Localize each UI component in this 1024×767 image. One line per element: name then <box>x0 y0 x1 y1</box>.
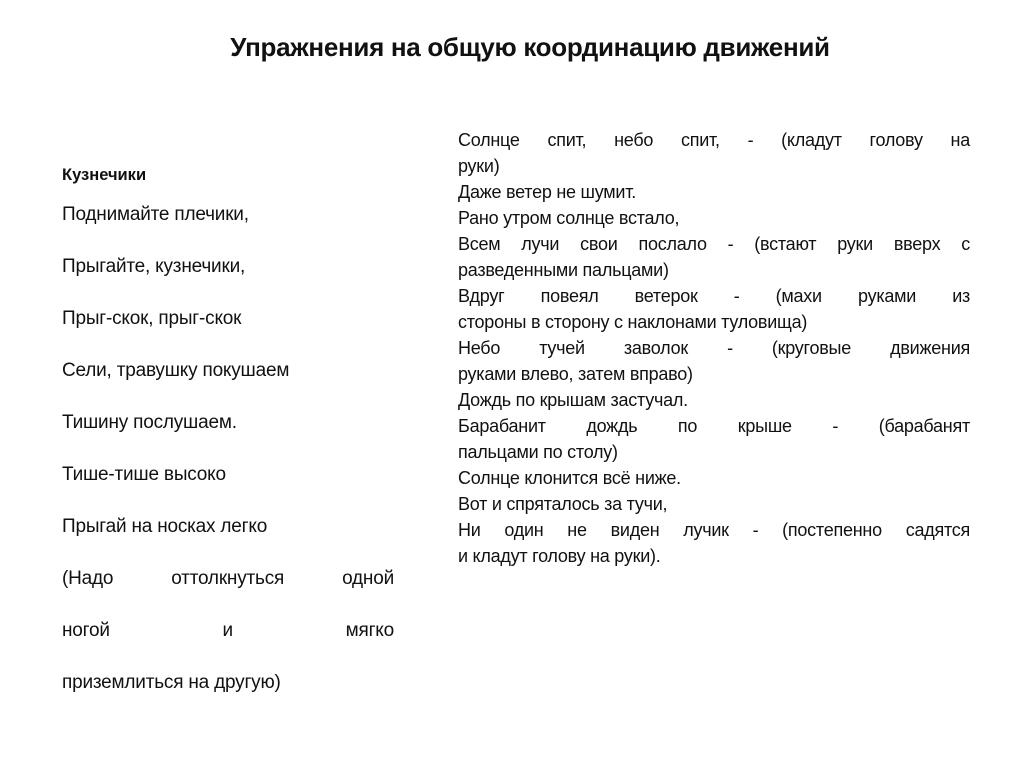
poem-heading: Кузнечики <box>62 166 147 184</box>
text-line: приземлиться на другую) <box>62 672 281 693</box>
text-line: и кладут голову на руки). <box>458 546 661 566</box>
text-line: Рано утром солнце встало, <box>458 208 680 228</box>
text-line: Солнце спит, небо спит, - (кладут голову на <box>458 130 970 150</box>
text-line: Прыг-скок, прыг-скок <box>62 308 242 329</box>
text-line: Солнце клонится всё ниже. <box>458 468 681 488</box>
text-line: руками влево, затем вправо) <box>458 364 693 384</box>
text-line: Всем лучи свои послало - (встают руки вверх с <box>458 234 970 254</box>
text-line: Сели, травушку покушаем <box>62 360 290 381</box>
text-line: Барабанит дождь по крыше - (барабанят <box>458 416 970 436</box>
text-line: (Надо оттолкнуться одной <box>62 568 394 589</box>
text-line: Дождь по крышам застучал. <box>458 390 688 410</box>
text-line: Небо тучей заволок - (круговые движения <box>458 338 970 358</box>
poem-grasshoppers <box>62 166 394 722</box>
text-line: Вдруг повеял ветерок - (махи руками из <box>458 286 970 306</box>
poem-lines <box>62 202 394 722</box>
text-line: Прыгайте, кузнечики, <box>62 256 246 277</box>
text-line: ногой и мягко <box>62 620 394 641</box>
text-line: руки) <box>458 156 500 176</box>
text-line: Даже ветер не шумит. <box>458 182 636 202</box>
text-line: стороны в сторону с наклонами туловища) <box>458 312 808 332</box>
text-line: Вот и спряталось за тучи, <box>458 494 668 514</box>
text-line: Прыгай на носках легко <box>62 516 268 537</box>
page-title: Упражнения на общую координацию движений <box>230 32 830 62</box>
text-line: пальцами по столу) <box>458 442 618 462</box>
text-line: Тише-тише высоко <box>62 464 226 485</box>
text-line: Тишину послушаем. <box>62 412 237 433</box>
text-line: разведенными пальцами) <box>458 260 669 280</box>
text-line: Ни один не виден лучик - (постепенно садятся <box>458 520 970 540</box>
poem-sun-lines <box>458 127 970 569</box>
text-line: Поднимайте плечики, <box>62 204 249 225</box>
